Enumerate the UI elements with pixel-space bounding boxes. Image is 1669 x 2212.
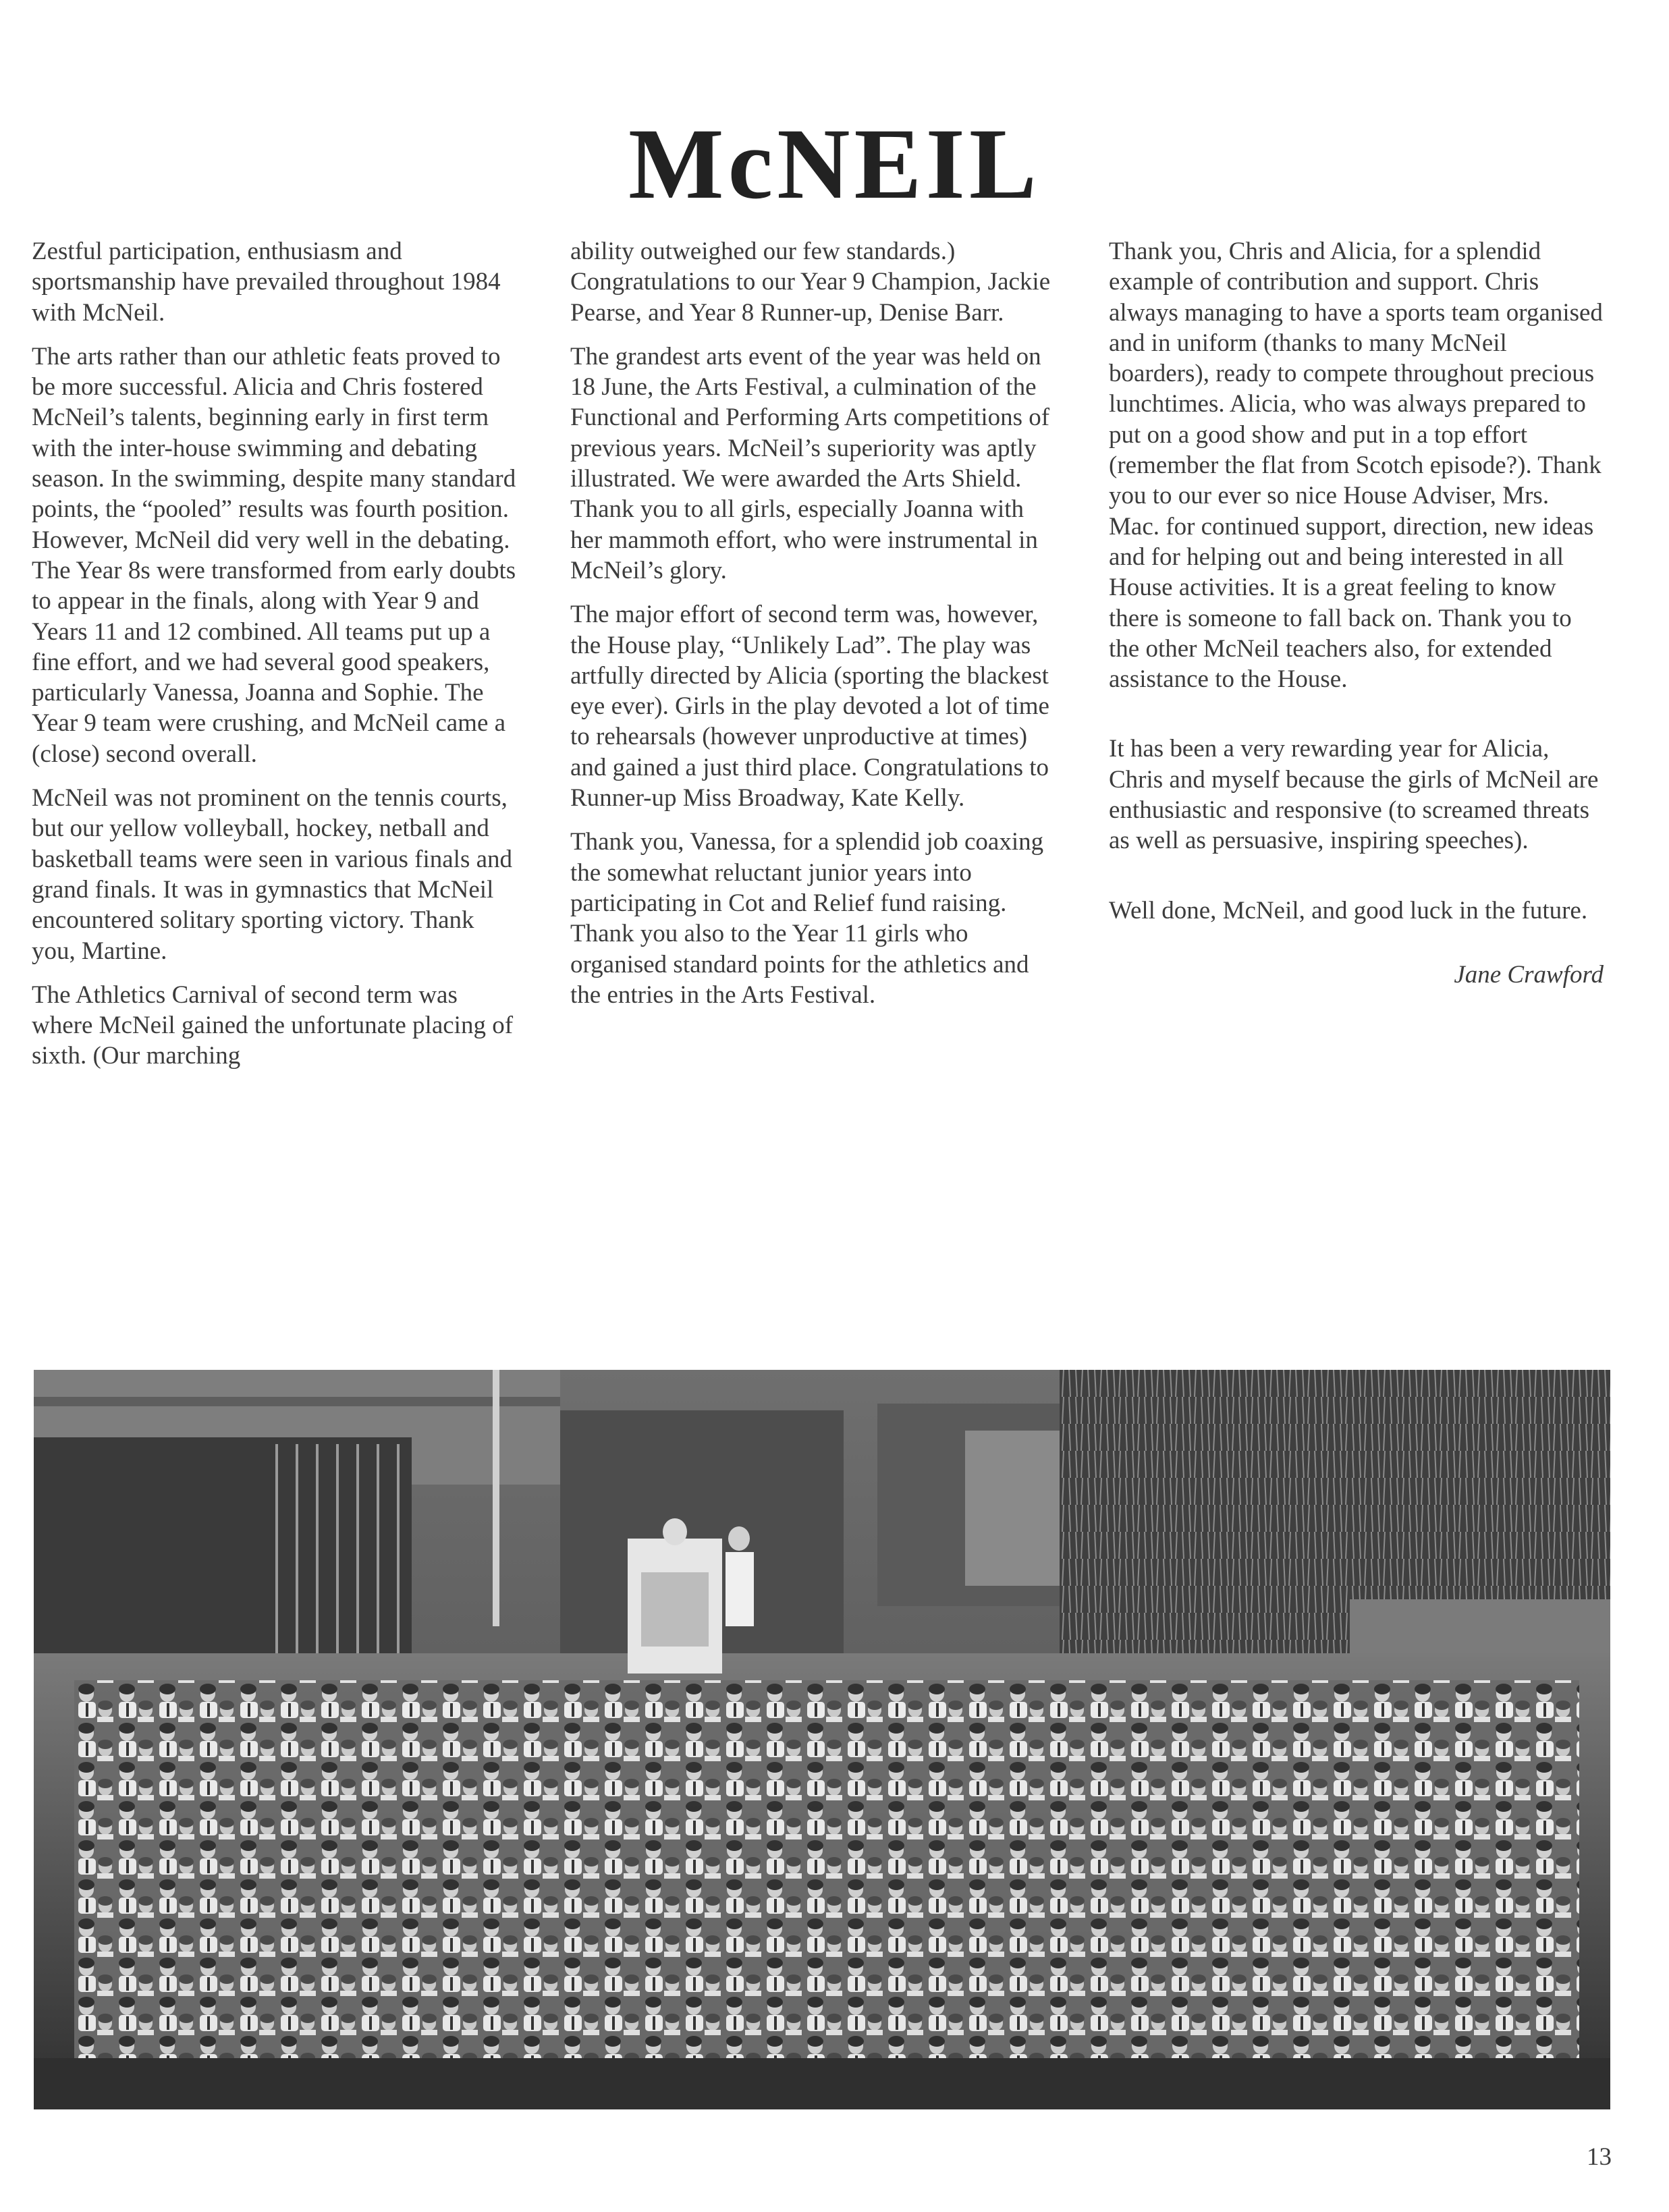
paragraph: Well done, McNeil, and good luck in the future.	[1109, 896, 1588, 924]
page-title: McNEIL	[628, 108, 1041, 220]
page-number: 13	[1587, 2143, 1612, 2171]
paragraph: The arts rather than our athletic feats proved to be more successful. Alicia and Chris fostered McNeil’s talents, beginning early in first term with the inter-house swimming and debating season. In the swimming, despite many standard points, the “pooled” results was fourth position. However, McNeil did very well in the debating. The Year 8s were transformed from early doubts to appear in the finals, along with Year 9 and Years 11 and 12 combined. All teams put up a fine effort, and we had several good speakers, particularly Vanessa, Joanna and Sophie. The Year 9 team were crushing, and McNeil came a (close) second overall.	[32, 342, 516, 768]
paragraph: The Athletics Carnival of second term was where McNeil gained the unfortunate placing of sixth. (Our marching	[32, 980, 514, 1070]
paragraph: Zestful participation, enthusiasm and sportsmanship have prevailed throughout 1984 with McNeil.	[32, 238, 501, 327]
article-column-middle	[570, 236, 1056, 1024]
author-signature: Jane Crawford	[1454, 960, 1604, 989]
paragraph: The grandest arts event of the year was held on 18 June, the Arts Festival, a culmination of the Functional and Performing Arts competitions of previous years. McNeil’s superiority was aptly illustrated. We were awarded the Arts Shield. Thank you to all girls, especially Joanna with her mammoth effort, who were instrumental in McNeil’s glory.	[570, 342, 1050, 584]
paragraph: It has been a very rewarding year for Alicia, Chris and myself because the girls of McNeil are enthusiastic and responsive (to screamed threats as well as persuasive, inspiring speeches).	[1109, 735, 1599, 855]
article-column-right	[1109, 236, 1605, 1003]
article-column-left	[32, 236, 518, 1085]
paragraph: ability outweighed our few standards.) Congratulations to our Year 9 Champion, Jackie Pearse, and Year 8 Runner-up, Denise Barr.	[570, 238, 1051, 327]
group-photo	[34, 1370, 1610, 2109]
paragraph: Thank you, Vanessa, for a splendid job coaxing the somewhat reluctant junior years into participating in Cot and Relief fund raising. Thank you also to the Year 11 girls who organised standard points for the athletics and the entries in the Arts Festival.	[570, 828, 1044, 1009]
paragraph: The major effort of second term was, however, the House play, “Unlikely Lad”. The play was artfully directed by Alicia (sporting the blackest eye ever). Girls in the play devoted a lot of time to rehearsals (however unproductive at times) and gained a just third place. Congratulations to Runner-up Miss Broadway, Kate Kelly.	[570, 601, 1049, 812]
paragraph: McNeil was not prominent on the tennis courts, but our yellow volleyball, hockey, netball and basketball teams were seen in various finals and grand finals. It was in gymnastics that McNeil encountered solitary sporting victory. Thank you, Martine.	[32, 784, 513, 965]
paragraph: Thank you, Chris and Alicia, for a splendid example of contribution and support. Chris always managing to have a sports team organised and in uniform (thanks to many McNeil boarders), ready to compete throughout precious lunchtimes. Alicia, who was always prepared to put on a good show and put in a top effort (remember the flat from Scotch episode?). Thank you to our ever so nice House Adviser, Mrs. Mac. for continued support, direction, new ideas and for helping out and being interested in all House activities. It is a great feeling to know there is someone to fall back on. Thank you to the other McNeil teachers also, for extended assistance to the House.	[1109, 238, 1603, 694]
